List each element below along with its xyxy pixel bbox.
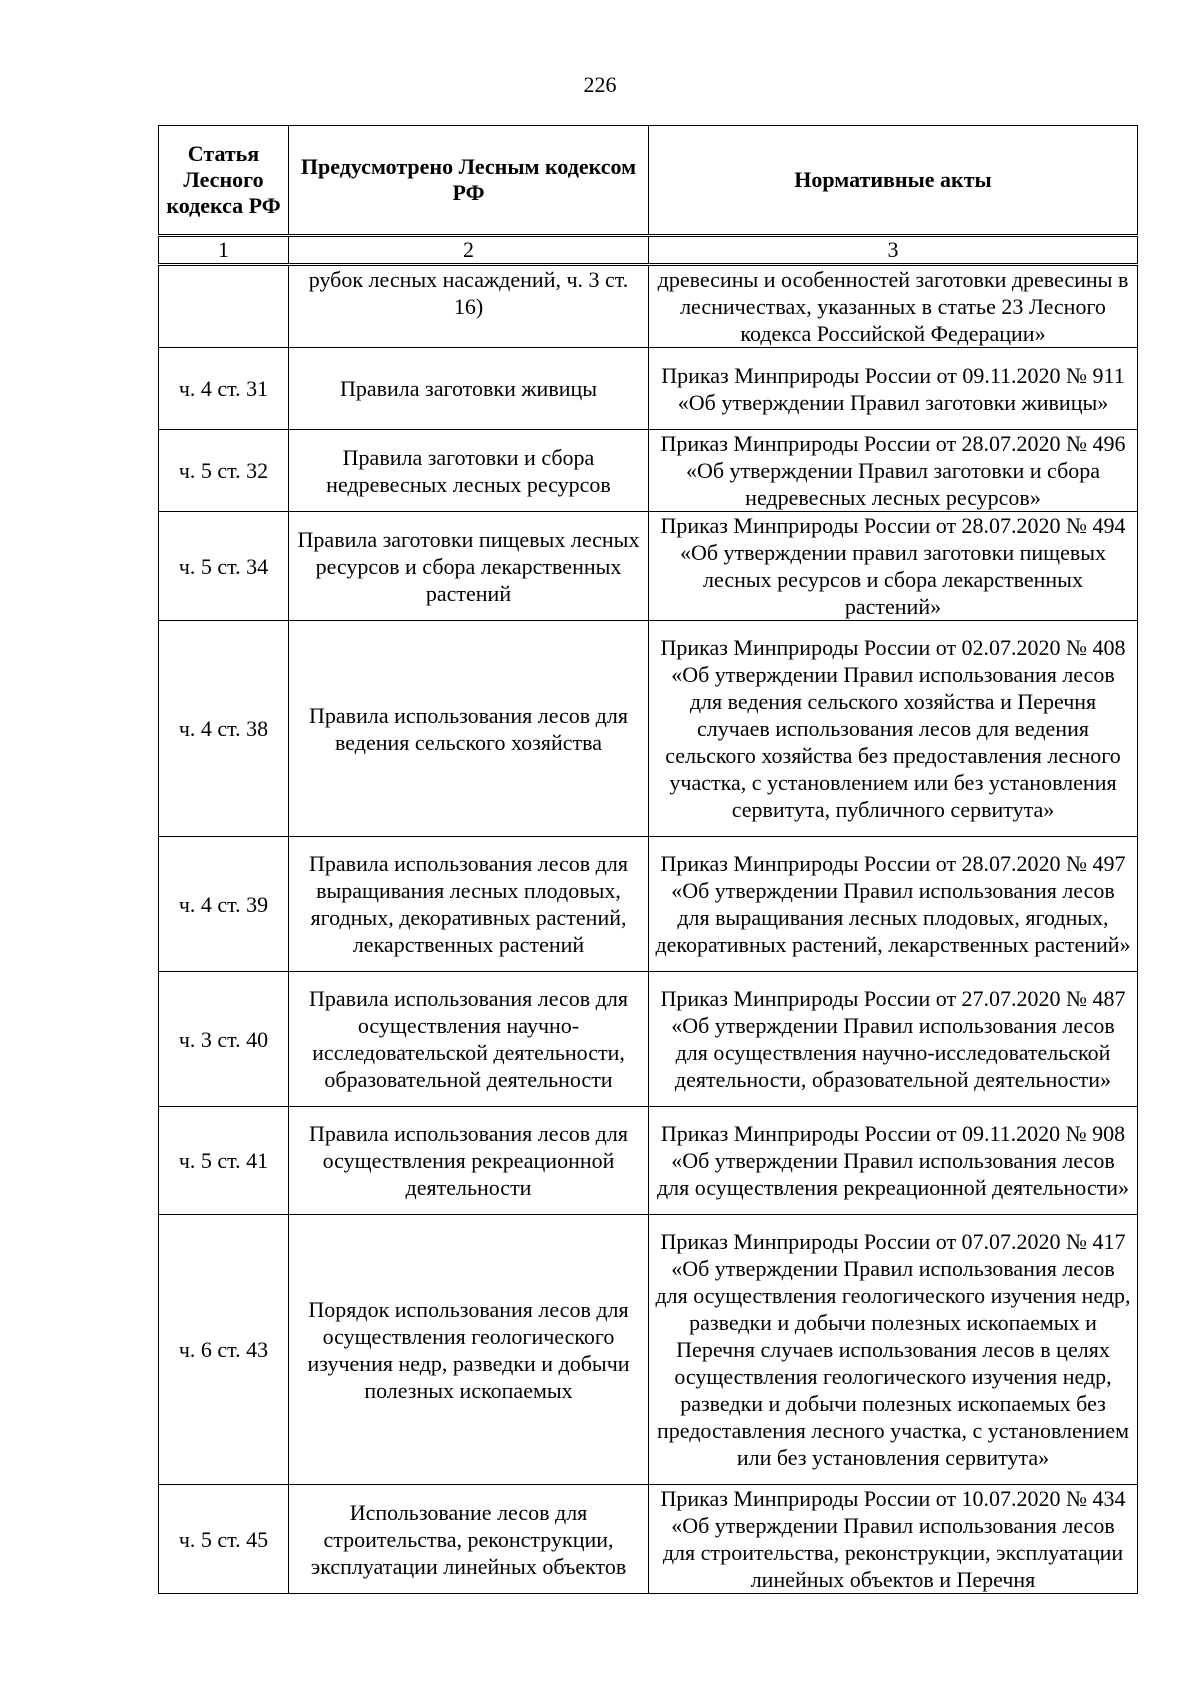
article-cell bbox=[159, 265, 289, 348]
table-row bbox=[159, 1485, 1138, 1594]
article-cell: ч. 5 ст. 45 bbox=[159, 1485, 289, 1594]
provision-cell: рубок лесных насаждений, ч. 3 ст. 16) bbox=[289, 265, 649, 348]
regulations-table bbox=[158, 125, 1138, 1594]
act-cell: древесины и особенностей заготовки древесины в лесничествах, указанных в статье 23 Лесного кодекса Российской Федерации» bbox=[649, 265, 1138, 348]
provision-cell: Порядок использования лесов для осуществления геологического изучения недр, разведки и добычи полезных ископаемых bbox=[289, 1215, 649, 1485]
provision-cell: Правила использования лесов для осуществления научно-исследовательской деятельности, образовательной деятельности bbox=[289, 972, 649, 1107]
provision-cell: Правила заготовки и сбора недревесных лесных ресурсов bbox=[289, 430, 649, 512]
act-cell: Приказ Минприроды России от 07.07.2020 № 417 «Об утверждении Правил использования лесов для осуществления геологического изучения недр, разведки и добычи полезных ископаемых и Перечня случаев использования лесов в целях осуществления геологического изучения недр, разведки и добычи полезных ископаемых без предоставления лесного участка, с установлением или без установления сервитута» bbox=[649, 1215, 1138, 1485]
table-row bbox=[159, 621, 1138, 837]
article-cell: ч. 5 ст. 32 bbox=[159, 430, 289, 512]
page-number: 226 bbox=[583, 72, 617, 97]
column-number: 3 bbox=[649, 236, 1138, 265]
act-cell: Приказ Минприроды России от 28.07.2020 № 494 «Об утверждении правил заготовки пищевых лесных ресурсов и сбора лекарственных растений» bbox=[649, 512, 1138, 621]
table-row bbox=[159, 512, 1138, 621]
column-numbers-row bbox=[159, 236, 1138, 265]
table-row bbox=[159, 1215, 1138, 1485]
table-row bbox=[159, 1107, 1138, 1215]
provision-cell: Правила использования лесов для ведения сельского хозяйства bbox=[289, 621, 649, 837]
act-cell: Приказ Минприроды России от 10.07.2020 № 434 «Об утверждении Правил использования лесов для строительства, реконструкции, эксплуатации линейных объектов и Перечня bbox=[649, 1485, 1138, 1594]
table-row bbox=[159, 837, 1138, 972]
header-article: Статья Лесного кодекса РФ bbox=[159, 126, 289, 236]
act-cell: Приказ Минприроды России от 02.07.2020 № 408 «Об утверждении Правил использования лесов для ведения сельского хозяйства и Перечня случаев использования лесов для ведения сельского хозяйства без предоставления лесного участка, с установлением или без установления сервитута, публичного сервитута» bbox=[649, 621, 1138, 837]
column-number: 1 bbox=[159, 236, 289, 265]
provision-cell: Использование лесов для строительства, реконструкции, эксплуатации линейных объектов bbox=[289, 1485, 649, 1594]
article-cell: ч. 6 ст. 43 bbox=[159, 1215, 289, 1485]
article-cell: ч. 4 ст. 39 bbox=[159, 837, 289, 972]
table-row bbox=[159, 972, 1138, 1107]
provision-cell: Правила заготовки пищевых лесных ресурсов и сбора лекарственных растений bbox=[289, 512, 649, 621]
table-row bbox=[159, 430, 1138, 512]
provision-cell: Правила использования лесов для осуществления рекреационной деятельности bbox=[289, 1107, 649, 1215]
act-cell: Приказ Минприроды России от 28.07.2020 № 496 «Об утверждении Правил заготовки и сбора недревесных лесных ресурсов» bbox=[649, 430, 1138, 512]
article-cell: ч. 5 ст. 41 bbox=[159, 1107, 289, 1215]
article-cell: ч. 4 ст. 31 bbox=[159, 348, 289, 430]
header-provision: Предусмотрено Лесным кодексом РФ bbox=[289, 126, 649, 236]
act-cell: Приказ Минприроды России от 28.07.2020 № 497 «Об утверждении Правил использования лесов для выращивания лесных плодовых, ягодных, декоративных растений, лекарственных растений» bbox=[649, 837, 1138, 972]
provision-cell: Правила заготовки живицы bbox=[289, 348, 649, 430]
act-cell: Приказ Минприроды России от 09.11.2020 № 908 «Об утверждении Правил использования лесов для осуществления рекреационной деятельности» bbox=[649, 1107, 1138, 1215]
column-number: 2 bbox=[289, 236, 649, 265]
article-cell: ч. 3 ст. 40 bbox=[159, 972, 289, 1107]
header-acts: Нормативные акты bbox=[649, 126, 1138, 236]
table-row bbox=[159, 265, 1138, 348]
article-cell: ч. 4 ст. 38 bbox=[159, 621, 289, 837]
provision-cell: Правила использования лесов для выращивания лесных плодовых, ягодных, декоративных растений, лекарственных растений bbox=[289, 837, 649, 972]
act-cell: Приказ Минприроды России от 27.07.2020 № 487 «Об утверждении Правил использования лесов для осуществления научно-исследовательской деятельности, образовательной деятельности» bbox=[649, 972, 1138, 1107]
act-cell: Приказ Минприроды России от 09.11.2020 № 911 «Об утверждении Правил заготовки живицы» bbox=[649, 348, 1138, 430]
article-cell: ч. 5 ст. 34 bbox=[159, 512, 289, 621]
table-row bbox=[159, 348, 1138, 430]
table-header-row bbox=[159, 126, 1138, 236]
